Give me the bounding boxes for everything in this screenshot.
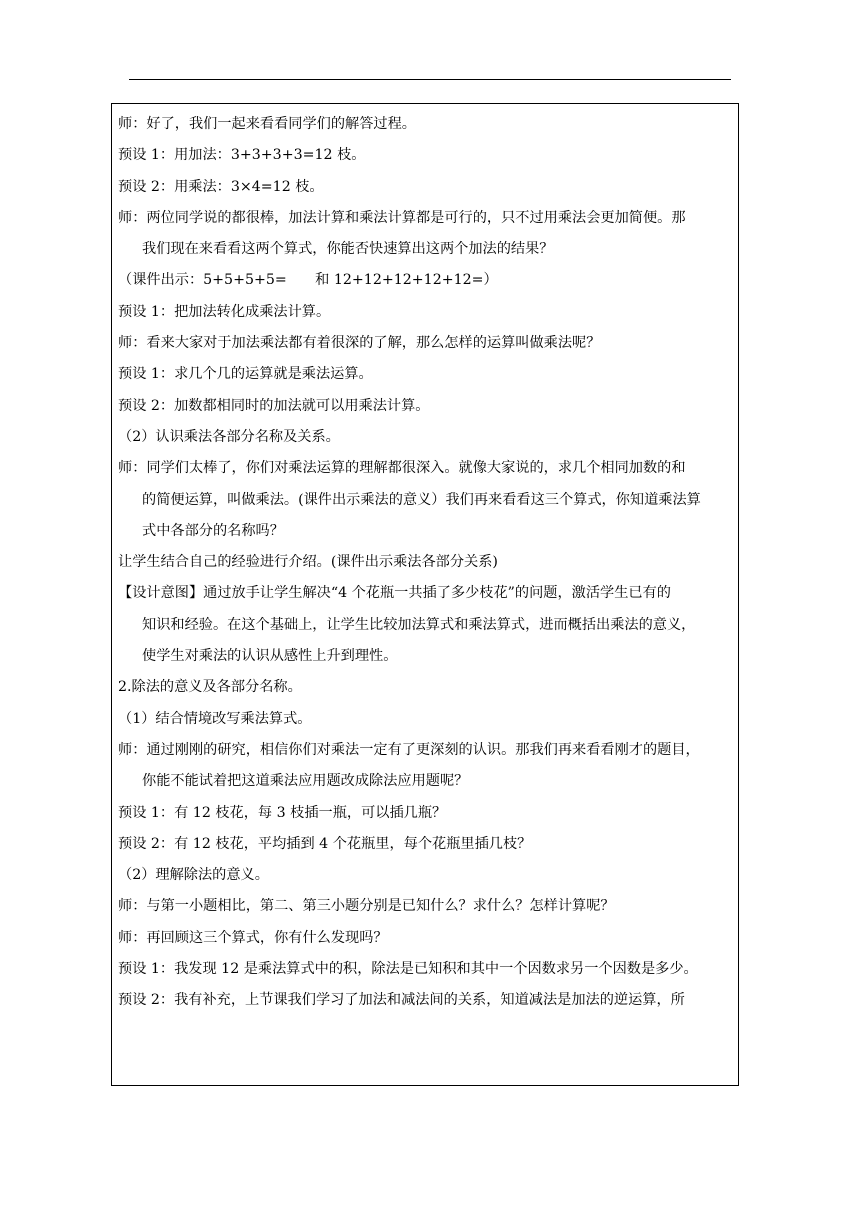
text-line: 你能不能试着把这道乘法应用题改成除法应用题呢？ [142,773,469,790]
text-line: 2.除法的意义及各部分名称。 [118,679,302,696]
text-line: 式中各部分的名称吗？ [142,522,284,539]
text-line: 预设 2：用乘法：3×4=12 枝。 [118,178,324,195]
text-line: 师：通过刚刚的研究，相信你们对乘法一定有了更深刻的认识。那我们再来看看刚才的题目， [118,741,700,758]
text-line: 师：两位同学说的都很棒，加法计算和乘法计算都是可行的，只不过用乘法会更加简便。那 [118,209,686,226]
text-line: （2）理解除法的意义。 [118,867,269,884]
text-line: 师：好了，我们一起来看看同学们的解答过程。 [118,116,416,132]
text-line: 【设计意图】通过放手让学生解决“4 个花瓶一共插了多少枝花”的问题，激活学生已有的 [118,585,671,602]
text-line: 师：同学们太棒了，你们对乘法运算的理解都很深入。就像大家说的，求几个相同加数的和 [118,460,686,477]
text-line: （2）认识乘法各部分名称及关系。 [118,428,340,445]
text-line: 师：看来大家对于加法乘法都有着很深的了解，那么怎样的运算叫做乘法呢？ [118,335,601,352]
text-line: 让学生结合自己的经验进行介绍。(课件出示乘法各部分关系) [118,554,498,571]
text-line: 预设 1：用加法：3+3+3+3=12 枝。 [118,147,366,164]
text-line: 预设 2：有 12 枝花，平均插到 4 个花瓶里，每个花瓶里插几枝？ [118,835,532,852]
text-line: 预设 1：有 12 枝花，每 3 枝插一瓶，可以插几瓶？ [118,804,447,821]
text-line: 我们现在来看看这两个算式，你能否快速算出这两个加法的结果？ [142,241,554,258]
text-line: 师：再回顾这三个算式，你有什么发现吗？ [118,929,388,946]
text-line: 使学生对乘法的认识从感性上升到理性。 [142,648,398,665]
text-line: （1）结合情境改写乘法算式。 [118,710,312,727]
text-line: 预设 1：我发现 12 是乘法算式中的积，除法是已知积和其中一个因数求另一个因数是多少。 [118,961,698,978]
text-line: 师：与第一小题相比，第二、第三小题分别是已知什么？求什么？怎样计算呢？ [118,898,615,915]
text-line: 预设 2：我有补充，上节课我们学习了加法和减法间的关系，知道减法是加法的逆运算，所 [118,992,685,1009]
text-line: 预设 2：加数都相同时的加法就可以用乘法计算。 [118,397,430,414]
header-rule [129,79,731,80]
text-line: 的简便运算，叫做乘法。(课件出示乘法的意义）我们再来看看这三个算式，你知道乘法算 [142,491,701,508]
text-line: 预设 1：把加法转化成乘法计算。 [118,303,331,320]
text-line: 知识和经验。在这个基础上，让学生比较加法算式和乘法算式，进而概括出乘法的意义， [142,616,696,633]
lesson-body-text [118,109,732,1017]
text-line: （课件出示：5+5+5+5= 和 12+12+12+12+12=） [118,272,498,289]
text-line: 预设 1：求几个几的运算就是乘法运算。 [118,366,373,383]
